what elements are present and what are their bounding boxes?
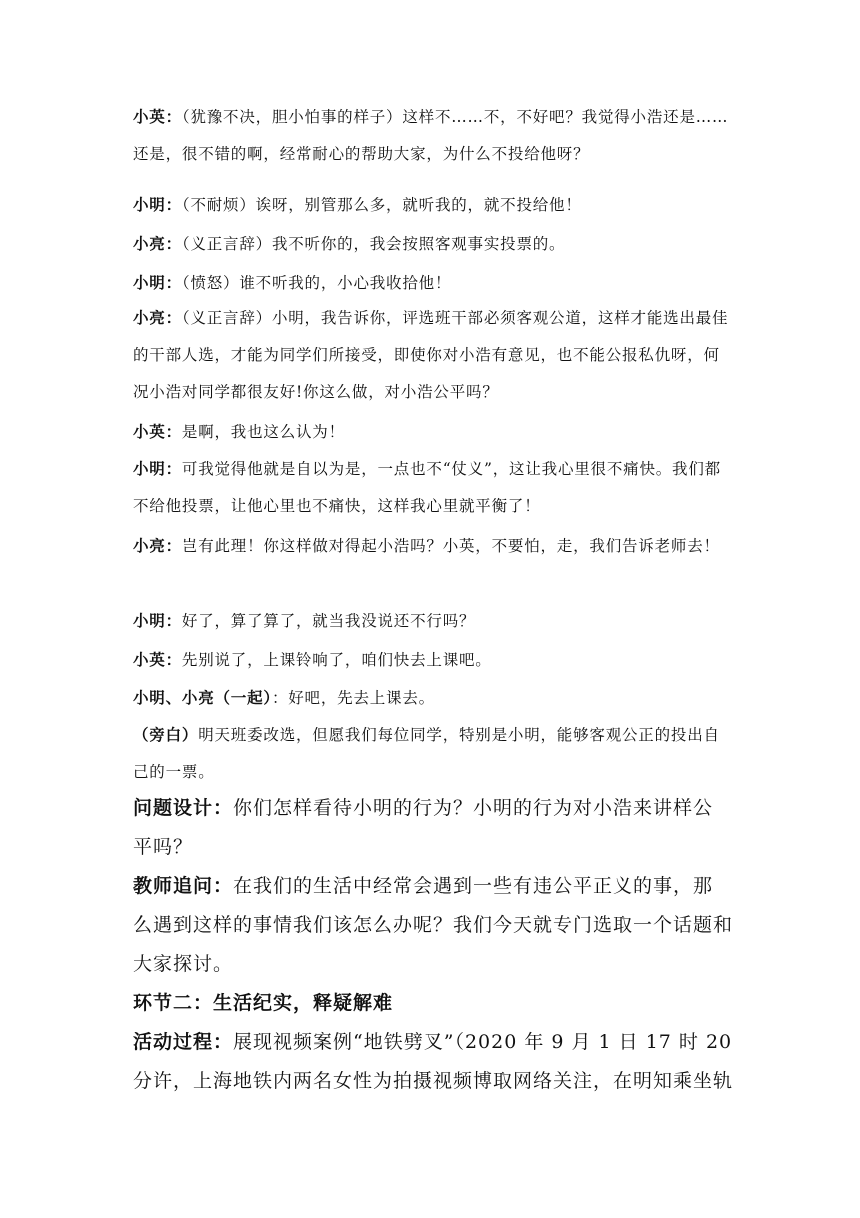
dialogue-paragraph — [133, 679, 733, 717]
speaker-label: 小明、小亮（一起） — [133, 688, 272, 707]
dialogue-text: 先别说了，上课铃响了，咱们快去上课吧。 — [181, 651, 492, 669]
dialogue-paragraph — [133, 225, 733, 263]
dialogue-text: （犹豫不决，胆小怕事的样子）这样不……不，不好吧？我觉得小浩还是……还是，很不错的啊，经常耐心的帮助大家，为什么不投给他呀？ — [133, 108, 729, 163]
dialogue-paragraph — [133, 450, 733, 525]
narration-text: 明天班委改选，但愿我们每位同学，特别是小明，能够客观公正的投出自己的一票。 — [133, 726, 720, 781]
dialogue-text: （义正言辞）小明，我告诉你，评选班干部必须客观公道，这样才能选出最佳的干部人选，才能为同学们所接受，即使你对小浩有意见，也不能公报私仇呀，何况小浩对同学都很友好!你这么做，对小浩公平吗？ — [133, 309, 729, 401]
question-design-paragraph — [133, 789, 733, 867]
dialogue-paragraph — [133, 641, 733, 679]
dialogue-text: （义正言辞）我不听你的，我会按照客观事实投票的。 — [181, 235, 566, 253]
narration-paragraph — [133, 716, 733, 791]
speaker-label: 小英： — [133, 650, 182, 669]
speaker-label: 小亮： — [133, 536, 182, 555]
narration-label: （旁白） — [133, 725, 199, 744]
speaker-label: 小英： — [133, 422, 182, 441]
dialogue-text: 好了，算了算了，就当我没说还不行吗？ — [181, 612, 476, 630]
dialogue-text: 可我觉得他就是自以为是，一点也不“仗义”，这让我心里很不痛快。我们都不给他投票，让他心里也不痛快，这样我心里就平衡了！ — [133, 460, 721, 515]
speaker-label: 小明： — [133, 459, 182, 478]
dialogue-text: （愤怒）谁不听我的，小心我收拾他！ — [181, 274, 452, 292]
section-label: 活动过程： — [133, 1031, 234, 1053]
activity-process-paragraph — [133, 1023, 733, 1101]
dialogue-paragraph — [133, 98, 733, 173]
speaker-label: 小亮： — [133, 308, 182, 327]
speaker-label: 小英： — [133, 107, 182, 126]
speaker-label: 小亮： — [133, 234, 182, 253]
section-label: 问题设计： — [133, 797, 234, 819]
dialogue-text: 是啊，我也这么认为！ — [181, 423, 345, 441]
section-text: 展现视频案例“地铁劈叉”（2020 年 9 月 1 日 17 时 20 分许，上海地铁内两名女性为拍摄视频博取网络关注，在明知乘坐轨 — [133, 1031, 734, 1092]
dialogue-paragraph — [133, 264, 733, 302]
dialogue-text: 岂有此理！你这样做对得起小浩吗？小英，不要怕，走，我们告诉老师去！ — [181, 537, 720, 555]
section-heading — [133, 984, 733, 1023]
speaker-label: 小明： — [133, 195, 182, 214]
dialogue-paragraph — [133, 602, 733, 640]
dialogue-text: （不耐烦）诶呀，别管那么多，就听我的，就不投给他！ — [181, 196, 582, 214]
dialogue-paragraph — [133, 527, 733, 565]
dialogue-text: ：好吧，先去上课去。 — [271, 689, 435, 707]
section-text: 在我们的生活中经常会遇到一些有违公平正义的事，那么遇到这样的事情我们该怎么办呢？我们今天就专门选取一个话题和大家探讨。 — [133, 875, 734, 975]
section-label: 教师追问： — [133, 875, 234, 897]
speaker-label: 小明： — [133, 611, 182, 630]
teacher-followup-paragraph — [133, 867, 733, 984]
section-heading-text: 环节二：生活纪实，释疑解难 — [133, 992, 394, 1014]
speaker-label: 小明： — [133, 273, 182, 292]
dialogue-paragraph — [133, 413, 733, 451]
section-text: 你们怎样看待小明的行为？小明的行为对小浩来讲样公平吗？ — [133, 797, 714, 858]
dialogue-paragraph — [133, 186, 733, 224]
dialogue-paragraph — [133, 299, 733, 411]
